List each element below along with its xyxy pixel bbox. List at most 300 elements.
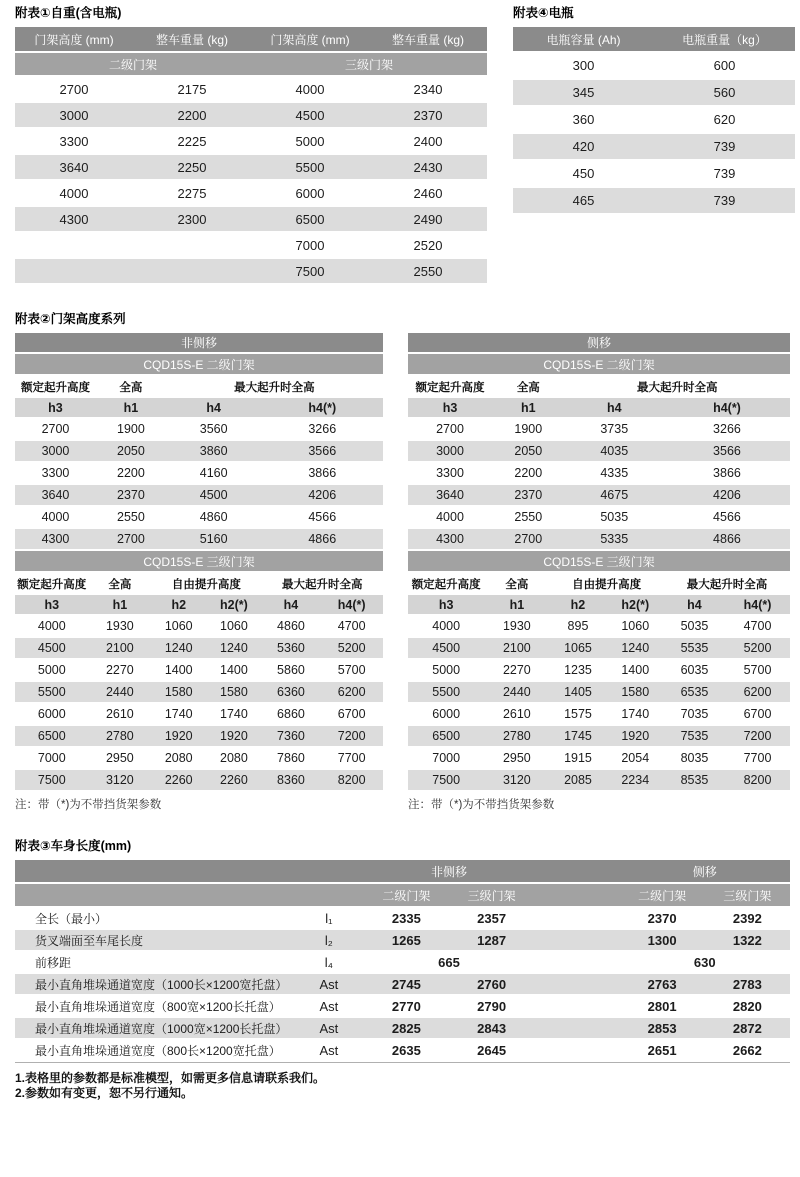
- param-group-header: 全高: [492, 376, 565, 398]
- cell: 3640: [15, 155, 133, 181]
- cell: 2610: [89, 704, 152, 726]
- param-group-header: 额定起升高度: [15, 573, 89, 595]
- cell: 2054: [607, 748, 664, 770]
- variant-row: [408, 333, 790, 354]
- cell: 2520: [369, 233, 487, 259]
- cell: 6535: [664, 682, 725, 704]
- param-header: h2(*): [206, 595, 261, 616]
- battery-table: [513, 27, 795, 215]
- param-header: h3: [15, 595, 89, 616]
- cell: 5535: [664, 638, 725, 660]
- cell: 7500: [408, 770, 484, 792]
- param-header: h3: [408, 398, 492, 419]
- note-text: 注：带（*)为不带挡货架参数: [15, 799, 162, 811]
- param-symbol: Ast: [294, 1018, 364, 1040]
- param-header: h4: [565, 398, 664, 419]
- cell: 2825: [364, 1018, 449, 1040]
- cell: 739: [654, 188, 795, 215]
- cell: 4866: [262, 529, 383, 551]
- row-label: 最小直角堆垛通道宽度（1000宽×1200长托盘）: [15, 1018, 294, 1040]
- cell: 7360: [262, 726, 321, 748]
- self-weight-table: [15, 27, 487, 285]
- cell: [133, 259, 251, 285]
- param-symbol: l₄: [294, 952, 364, 974]
- table-row: [408, 441, 790, 463]
- param-header: h1: [89, 595, 152, 616]
- table-row: [15, 704, 383, 726]
- spacer-cell: [534, 996, 619, 1018]
- cell: 4860: [262, 616, 321, 638]
- cell: 4500: [408, 638, 484, 660]
- cell: 2100: [484, 638, 549, 660]
- cell: 2270: [89, 660, 152, 682]
- cell: 5035: [565, 507, 664, 529]
- cell: 2430: [369, 155, 487, 181]
- param-symbol: l₂: [294, 930, 364, 952]
- battery-body: [513, 53, 795, 215]
- cell: 3120: [89, 770, 152, 792]
- cell: 2370: [369, 103, 487, 129]
- cell: 5500: [408, 682, 484, 704]
- cell: 6700: [320, 704, 383, 726]
- cell: 1240: [151, 638, 206, 660]
- top-section: [15, 3, 795, 285]
- column-header: 整车重量 (kg): [369, 27, 487, 53]
- param-group-header: 额定起升高度: [15, 376, 96, 398]
- cell: 5200: [725, 638, 790, 660]
- cell: 2300: [133, 207, 251, 233]
- body-length-title: 附表③车身长度(mm): [15, 839, 132, 853]
- table-row: [408, 748, 790, 770]
- cell: 2745: [364, 974, 449, 996]
- cell: 2700: [15, 419, 96, 441]
- param-symbol-row: [15, 595, 383, 616]
- cell: 2820: [705, 996, 790, 1018]
- group-header-row: [15, 573, 383, 595]
- row-label: 最小直角堆垛通道宽度（800长×1200宽托盘）: [15, 1040, 294, 1062]
- cell: 7200: [725, 726, 790, 748]
- cell: 1900: [96, 419, 166, 441]
- cell: 2651: [620, 1040, 705, 1062]
- cell: 3735: [565, 419, 664, 441]
- cell: 1400: [607, 660, 664, 682]
- mast-height-section: [15, 333, 795, 812]
- cell: 4500: [166, 485, 262, 507]
- param-symbol-row: [408, 398, 790, 419]
- table-row: [15, 181, 487, 207]
- table-row: [408, 682, 790, 704]
- param-header: h1: [484, 595, 549, 616]
- cell: 3566: [664, 441, 790, 463]
- cell: 3000: [408, 441, 492, 463]
- param-header: h4: [664, 595, 725, 616]
- cell: 4566: [664, 507, 790, 529]
- cell: 4675: [565, 485, 664, 507]
- variant-header: 侧移: [408, 333, 790, 354]
- table-row: [513, 80, 795, 107]
- model-header: CQD15S-E 三级门架: [408, 551, 790, 573]
- cell: 4206: [664, 485, 790, 507]
- cell: 1920: [151, 726, 206, 748]
- cell: 6000: [15, 704, 89, 726]
- table-row: [15, 748, 383, 770]
- param-group-header: 最大起升时全高: [664, 573, 790, 595]
- cell: 2801: [620, 996, 705, 1018]
- cell: 2234: [607, 770, 664, 792]
- cell: 2225: [133, 129, 251, 155]
- cell: 2340: [369, 77, 487, 103]
- cell: 2645: [449, 1040, 534, 1062]
- cell: [15, 259, 133, 285]
- model-header: CQD15S-E 二级门架: [15, 354, 383, 376]
- cell: 2250: [133, 155, 251, 181]
- table-row: [513, 134, 795, 161]
- cell: 1300: [620, 930, 705, 952]
- table-row: [15, 660, 383, 682]
- cell: 2392: [705, 908, 790, 930]
- cell: 2550: [369, 259, 487, 285]
- cell: 5700: [320, 660, 383, 682]
- cell: 5000: [251, 129, 369, 155]
- param-symbol: l₁: [294, 908, 364, 930]
- mast-duplex-table-non-sideshift: [15, 333, 383, 551]
- param-header: h4(*): [725, 595, 790, 616]
- cell: 3640: [408, 485, 492, 507]
- cell: 620: [654, 107, 795, 134]
- mast-duplex-body: [15, 419, 383, 551]
- cell: 1740: [206, 704, 261, 726]
- cell: 5860: [262, 660, 321, 682]
- body-length-table: [15, 860, 790, 1063]
- table-row: [15, 103, 487, 129]
- cell: 2260: [151, 770, 206, 792]
- param-group-header: 额定起升高度: [408, 573, 484, 595]
- cell: 6860: [262, 704, 321, 726]
- table-row: [15, 616, 383, 638]
- spacer-cell: [534, 884, 619, 908]
- cell: 1060: [206, 616, 261, 638]
- param-group-header: 自由提升高度: [549, 573, 664, 595]
- table-row: [15, 207, 487, 233]
- header-row: [15, 27, 487, 53]
- body-length-body: [15, 908, 790, 1062]
- cell: 6035: [664, 660, 725, 682]
- battery-block: [513, 3, 795, 215]
- cell: 2200: [96, 463, 166, 485]
- cell: 4000: [15, 181, 133, 207]
- cell: 2370: [96, 485, 166, 507]
- cell: 2950: [89, 748, 152, 770]
- battery-title: 附表④电瓶: [513, 6, 574, 20]
- param-group-header: 全高: [89, 573, 152, 595]
- cell: 2853: [620, 1018, 705, 1040]
- cell: [15, 233, 133, 259]
- cell: 3266: [262, 419, 383, 441]
- mast-group-header: 三级门架: [705, 884, 790, 908]
- cell: 4000: [408, 616, 484, 638]
- cell: 2662: [705, 1040, 790, 1062]
- mast-block-non-sideshift: [15, 333, 383, 812]
- cell: 7500: [15, 770, 89, 792]
- cell: 4500: [251, 103, 369, 129]
- cell: 5035: [664, 616, 725, 638]
- table-row: [513, 188, 795, 215]
- spacer-cell: [534, 974, 619, 996]
- table-row: [15, 1040, 790, 1062]
- cell: 2760: [449, 974, 534, 996]
- cell: 4206: [262, 485, 383, 507]
- table-row: [15, 259, 487, 285]
- cell: 3300: [15, 463, 96, 485]
- table-row: [408, 507, 790, 529]
- cell: 1580: [206, 682, 261, 704]
- spacer-cell: [534, 1018, 619, 1040]
- cell: 5160: [166, 529, 262, 551]
- cell: 5700: [725, 660, 790, 682]
- table-row: [15, 485, 383, 507]
- cell: 2460: [369, 181, 487, 207]
- mast-group-header: 二级门架: [15, 53, 251, 77]
- self-weight-block: [15, 3, 487, 285]
- table-row: [408, 770, 790, 792]
- mast-duplex-head: [15, 333, 383, 419]
- mast-triplex-body: [15, 616, 383, 792]
- mast-triplex-table-sideshift: [408, 551, 790, 792]
- table-row: [15, 463, 383, 485]
- cell: 300: [513, 53, 654, 80]
- table-row: [408, 726, 790, 748]
- cell: 6360: [262, 682, 321, 704]
- cell: 7000: [15, 748, 89, 770]
- cell: 8535: [664, 770, 725, 792]
- cell: 7200: [320, 726, 383, 748]
- cell: 1920: [206, 726, 261, 748]
- cell: 3640: [15, 485, 96, 507]
- cell: 7860: [262, 748, 321, 770]
- table-row: [513, 53, 795, 80]
- cell: 1405: [549, 682, 606, 704]
- param-header: h1: [96, 398, 166, 419]
- table-row: [513, 107, 795, 134]
- column-header: 门架高度 (mm): [15, 27, 133, 53]
- cell: 4035: [565, 441, 664, 463]
- spacer-cell: [15, 884, 294, 908]
- cell: 2370: [620, 908, 705, 930]
- row-label: 货叉端面至车尾长度: [15, 930, 294, 952]
- cell: [133, 233, 251, 259]
- cell: 2175: [133, 77, 251, 103]
- param-group-header: 最大起升时全高: [565, 376, 790, 398]
- row-label: 全长（最小）: [15, 908, 294, 930]
- cell: 665: [364, 952, 535, 974]
- cell: 4500: [15, 638, 89, 660]
- variant-row: [15, 860, 790, 884]
- cell: 2335: [364, 908, 449, 930]
- spacer-cell: [534, 908, 619, 930]
- table-row: [408, 419, 790, 441]
- cell: 600: [654, 53, 795, 80]
- cell: 3866: [262, 463, 383, 485]
- cell: 2872: [705, 1018, 790, 1040]
- table-row: [15, 770, 383, 792]
- table-row: [15, 974, 790, 996]
- spacer-cell: [534, 952, 619, 974]
- cell: 5335: [565, 529, 664, 551]
- mast-group-row: [15, 53, 487, 77]
- cell: 1745: [549, 726, 606, 748]
- cell: 2440: [89, 682, 152, 704]
- cell: 1580: [151, 682, 206, 704]
- cell: 5200: [320, 638, 383, 660]
- cell: 4566: [262, 507, 383, 529]
- table-row: [15, 726, 383, 748]
- param-group-header: 额定起升高度: [408, 376, 492, 398]
- cell: 895: [549, 616, 606, 638]
- cell: 8200: [320, 770, 383, 792]
- cell: 6500: [408, 726, 484, 748]
- mast-triplex-head: [408, 551, 790, 616]
- row-label: 最小直角堆垛通道宽度（1000长×1200宽托盘）: [15, 974, 294, 996]
- param-header: h2: [549, 595, 606, 616]
- cell: 3300: [408, 463, 492, 485]
- mast-group-header: 三级门架: [251, 53, 487, 77]
- cell: 5360: [262, 638, 321, 660]
- table-row: [15, 638, 383, 660]
- spacer-cell: [534, 930, 619, 952]
- cell: 2050: [96, 441, 166, 463]
- spacer-cell: [294, 884, 364, 908]
- table-row: [15, 129, 487, 155]
- mast-triplex-table-non-sideshift: [15, 551, 383, 792]
- group-header-row: [408, 573, 790, 595]
- cell: 6500: [251, 207, 369, 233]
- param-header: h1: [492, 398, 565, 419]
- cell: 2550: [492, 507, 565, 529]
- mast-group-row: [15, 884, 790, 908]
- cell: 2490: [369, 207, 487, 233]
- mast-duplex-body: [408, 419, 790, 551]
- model-header: CQD15S-E 二级门架: [408, 354, 790, 376]
- cell: 1240: [206, 638, 261, 660]
- column-header: 门架高度 (mm): [251, 27, 369, 53]
- cell: 1265: [364, 930, 449, 952]
- model-header: CQD15S-E 三级门架: [15, 551, 383, 573]
- self-weight-title: 附表①自重(含电瓶): [15, 6, 122, 20]
- cell: 4300: [15, 529, 96, 551]
- cell: 1580: [607, 682, 664, 704]
- param-header: h2(*): [607, 595, 664, 616]
- cell: 2700: [408, 419, 492, 441]
- variant-row: [15, 333, 383, 354]
- cell: 8035: [664, 748, 725, 770]
- cell: 3866: [664, 463, 790, 485]
- cell: 1740: [151, 704, 206, 726]
- cell: 4700: [320, 616, 383, 638]
- self-weight-head: [15, 27, 487, 77]
- table-row: [15, 1018, 790, 1040]
- table-row: [15, 77, 487, 103]
- cell: 4300: [408, 529, 492, 551]
- cell: 1287: [449, 930, 534, 952]
- cell: 4160: [166, 463, 262, 485]
- cell: 2700: [492, 529, 565, 551]
- cell: 4860: [166, 507, 262, 529]
- cell: 1400: [151, 660, 206, 682]
- param-header: h4(*): [320, 595, 383, 616]
- param-group-header: 自由提升高度: [151, 573, 261, 595]
- table-row: [408, 704, 790, 726]
- cell: 2790: [449, 996, 534, 1018]
- variant-header: 非侧移: [15, 333, 383, 354]
- cell: 5500: [15, 682, 89, 704]
- cell: 3000: [15, 103, 133, 129]
- cell: 3560: [166, 419, 262, 441]
- cell: 2200: [492, 463, 565, 485]
- cell: 2780: [484, 726, 549, 748]
- footnote: 2.参数如有变更，恕不另行通知。: [15, 1086, 194, 1100]
- cell: 3120: [484, 770, 549, 792]
- cell: 1322: [705, 930, 790, 952]
- variant-header: 非侧移: [364, 860, 535, 884]
- mast-duplex-head: [408, 333, 790, 419]
- cell: 5000: [15, 660, 89, 682]
- cell: 345: [513, 80, 654, 107]
- table-row: [408, 638, 790, 660]
- cell: 739: [654, 161, 795, 188]
- cell: 6000: [251, 181, 369, 207]
- mast-group-header: 二级门架: [620, 884, 705, 908]
- table-row: [408, 463, 790, 485]
- cell: 6500: [15, 726, 89, 748]
- group-header-row: [15, 376, 383, 398]
- cell: 7500: [251, 259, 369, 285]
- param-header: h4(*): [262, 398, 383, 419]
- column-header: 电瓶重量（kg）: [654, 27, 795, 53]
- column-header: 电瓶容量 (Ah): [513, 27, 654, 53]
- cell: 1060: [151, 616, 206, 638]
- cell: 2275: [133, 181, 251, 207]
- cell: 3300: [15, 129, 133, 155]
- cell: 4335: [565, 463, 664, 485]
- cell: 5000: [408, 660, 484, 682]
- spacer-cell: [534, 860, 619, 884]
- mast-triplex-body: [408, 616, 790, 792]
- param-header: h2: [151, 595, 206, 616]
- param-group-header: 全高: [484, 573, 549, 595]
- model-row: [15, 354, 383, 376]
- model-row: [408, 354, 790, 376]
- cell: 3000: [15, 441, 96, 463]
- row-label: 前移距: [15, 952, 294, 974]
- cell: 7535: [664, 726, 725, 748]
- table-row: [408, 485, 790, 507]
- table-row: [15, 155, 487, 181]
- cell: 450: [513, 161, 654, 188]
- cell: 4866: [664, 529, 790, 551]
- cell: 8200: [725, 770, 790, 792]
- cell: 3566: [262, 441, 383, 463]
- param-group-header: 全高: [96, 376, 166, 398]
- cell: 6200: [320, 682, 383, 704]
- param-symbol: Ast: [294, 1040, 364, 1062]
- cell: 4300: [15, 207, 133, 233]
- cell: 7000: [408, 748, 484, 770]
- cell: 2770: [364, 996, 449, 1018]
- cell: 420: [513, 134, 654, 161]
- footnote: 1.表格里的参数都是标准模型，如需更多信息请联系我们。: [15, 1071, 326, 1085]
- cell: 1900: [492, 419, 565, 441]
- cell: 2370: [492, 485, 565, 507]
